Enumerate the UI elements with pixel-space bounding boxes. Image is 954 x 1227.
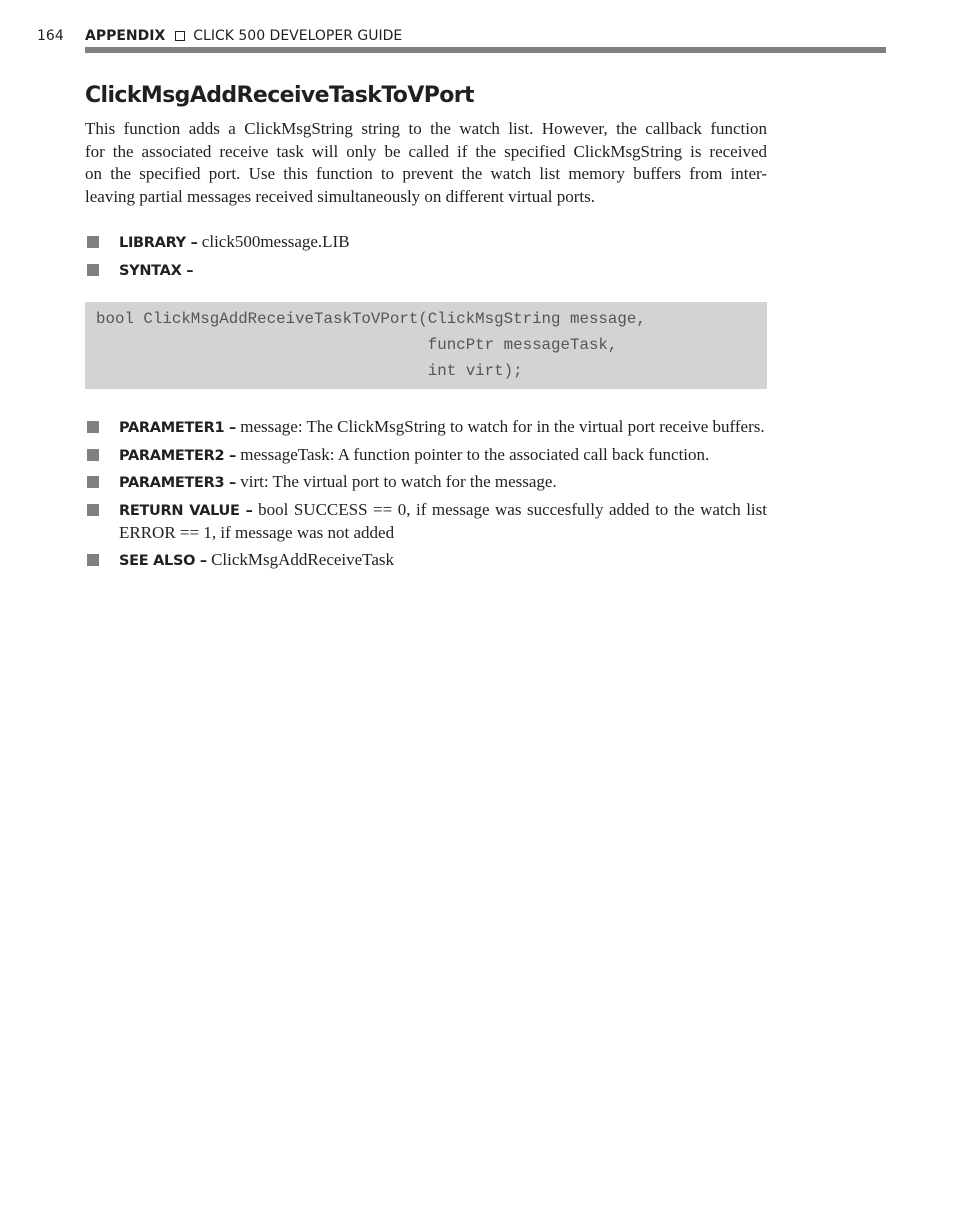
item-text: message: The ClickMsgString to watch for in the virtual port receive buffers.: [236, 417, 765, 436]
list-item-parameter2: [85, 444, 767, 468]
syntax-code-block: [85, 302, 767, 389]
item-label: PARAMETER1 –: [119, 420, 236, 436]
item-text: messageTask: A function pointer to the associated call back function.: [236, 444, 710, 464]
list-item-return-value: [85, 499, 767, 545]
code-line: int virt);: [96, 362, 523, 380]
list-item-parameter3: [85, 471, 767, 495]
list-item-parameter1: [85, 416, 767, 440]
item-text: virt: The virtual port to watch for the message.: [236, 472, 557, 492]
code-line: funcPtr messageTask,: [96, 336, 618, 354]
item-label: RETURN VALUE –: [119, 502, 253, 519]
book-title: CLICK 500 DEVELOPER GUIDE: [193, 28, 403, 44]
list-item-library: [85, 231, 767, 255]
running-head: [37, 26, 886, 46]
item-label: SYNTAX –: [119, 262, 194, 279]
description-paragraph: [85, 118, 767, 208]
item-text: click500message.LIB: [197, 232, 350, 251]
square-bullet-icon: [87, 264, 99, 276]
list-item-syntax: [85, 259, 767, 283]
item-text: bool SUCCESS == 0, if message was succesfully added to the watch list ERROR == 1, if message was not added: [119, 499, 767, 543]
description-line: on the specified port. Use this function to prevent the watch list memory buffers from inter-: [85, 164, 767, 184]
square-bullet-icon: [87, 504, 99, 516]
square-bullet-icon: [87, 476, 99, 488]
item-label: PARAMETER3 –: [119, 475, 236, 492]
square-bullet-icon: [87, 554, 99, 566]
item-label: SEE ALSO –: [119, 552, 207, 569]
separator-box-icon: [175, 31, 185, 41]
library-syntax-list: [85, 231, 767, 286]
square-bullet-icon: [87, 421, 99, 433]
page-number: 164: [37, 28, 64, 44]
description-line: leaving partial messages received simultaneously on different virtual ports.: [85, 186, 596, 206]
description-line: This function adds a ClickMsgString string to the watch list. However, the callback function: [85, 119, 767, 138]
header-rule: [85, 47, 886, 53]
item-label: PARAMETER2 –: [119, 447, 236, 464]
square-bullet-icon: [87, 449, 99, 461]
list-item-see-also: [85, 549, 767, 573]
item-text: ClickMsgAddReceiveTask: [206, 549, 395, 569]
function-title: ClickMsgAddReceiveTaskToVPort: [85, 83, 474, 108]
code-line: bool ClickMsgAddReceiveTaskToVPort(ClickMsgString message,: [96, 310, 646, 328]
parameter-list: [85, 416, 767, 577]
square-bullet-icon: [87, 236, 99, 248]
item-label: LIBRARY –: [119, 235, 198, 251]
description-line: for the associated receive task will only be called if the specified ClickMsgString is received: [85, 141, 767, 161]
section-label: APPENDIX: [85, 28, 166, 44]
